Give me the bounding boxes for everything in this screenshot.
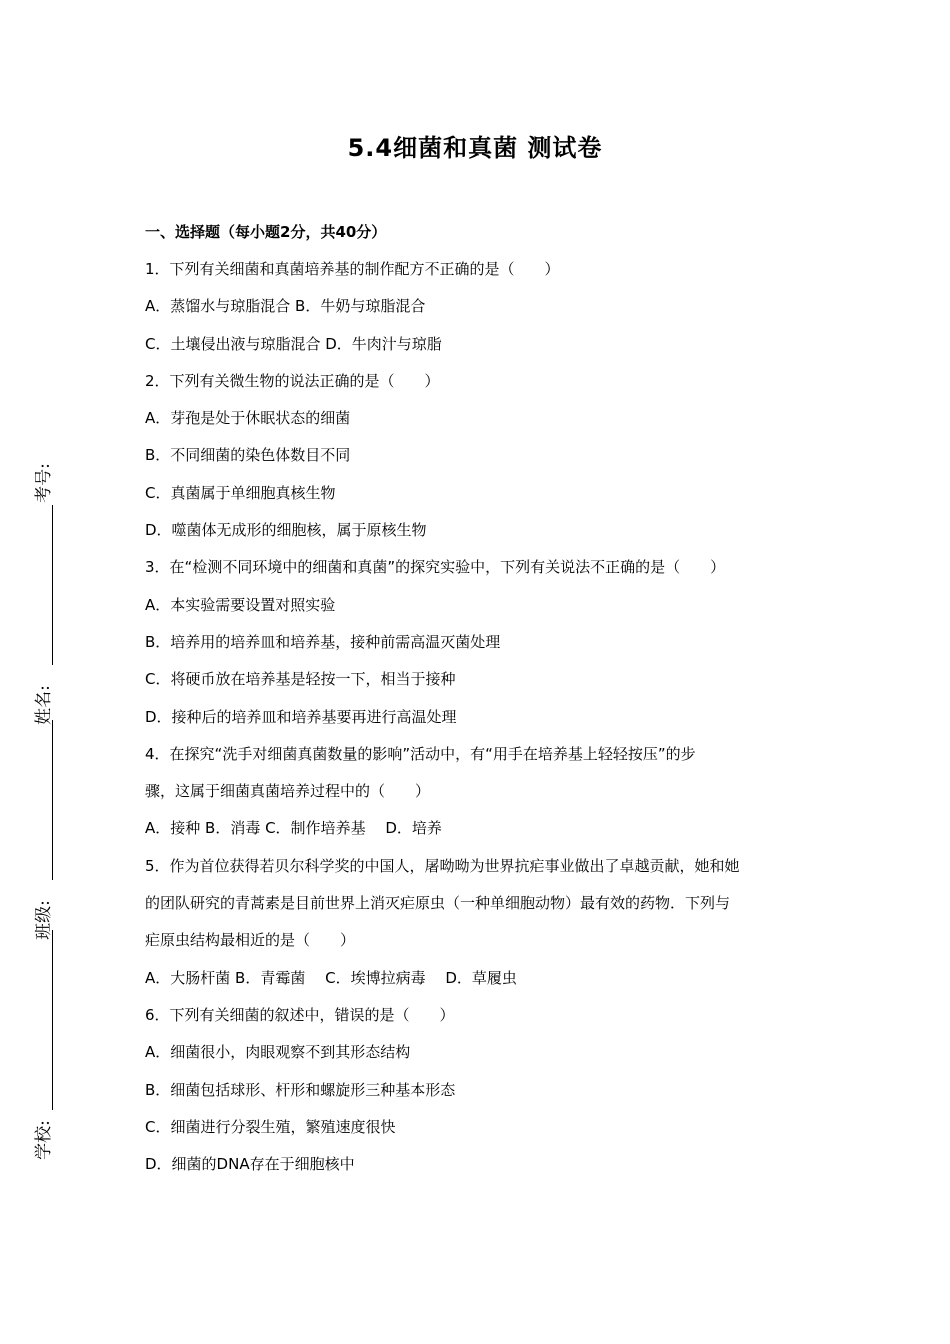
question-option: A．芽孢是处于休眠状态的细菌	[145, 409, 351, 428]
question-stem-continued: 的团队研究的青蒿素是目前世界上消灭疟原虫（一种单细胞动物）最有效的药物．下列与	[145, 894, 731, 913]
question-option: C．真菌属于单细胞真核生物	[145, 483, 336, 502]
main-content	[145, 220, 815, 1189]
question-stem: 4．在探究“洗手对细菌真菌数量的影响”活动中，有“用手在培养基上轻轻按压”的步	[145, 744, 696, 763]
question-option: B．培养用的培养皿和培养基，接种前需高温灭菌处理	[145, 632, 501, 651]
question-stem: 3．在“检测不同环境中的细菌和真菌”的探究实验中，下列有关说法不正确的是（ ）	[145, 558, 726, 577]
question-option: C．细菌进行分裂生殖，繁殖速度很快	[145, 1117, 396, 1136]
sidebar-line-name	[52, 720, 53, 880]
question-option: B．细菌包括球形、杆形和螺旋形三种基本形态	[145, 1080, 456, 1099]
question-5	[145, 854, 815, 1003]
question-stem: 6．下列有关细菌的叙述中，错误的是（ ）	[145, 1005, 455, 1024]
page-title: 5.4细菌和真菌 测试卷	[347, 134, 603, 162]
question-6	[145, 1003, 815, 1189]
question-stem: 2．下列有关微生物的说法正确的是（ ）	[145, 371, 440, 390]
question-3	[145, 555, 815, 741]
question-option: A．接种 B．消毒 C．制作培养基 D．培养	[145, 819, 442, 838]
question-stem: 1．下列有关细菌和真菌培养基的制作配方不正确的是（ ）	[145, 260, 560, 278]
question-option: D．噬菌体无成形的细胞核，属于原核生物	[145, 521, 427, 540]
sidebar-exam-no-label: 考号:	[34, 463, 54, 503]
sidebar-line-exam	[52, 505, 53, 665]
question-stem-continued: 骤，这属于细菌真菌培养过程中的（ ）	[145, 782, 431, 801]
question-stem: 5．作为首位获得若贝尔科学奖的中国人，屠呦呦为世界抗疟事业做出了卓越贡献，她和她	[145, 856, 740, 875]
sidebar-school-label: 学校:	[34, 1120, 54, 1160]
question-option: D．接种后的培养皿和培养基要再进行高温处理	[145, 707, 457, 726]
question-option: A．本实验需要设置对照实验	[145, 595, 336, 614]
section-heading: 一、选择题（每小题2分，共40分）	[145, 223, 387, 241]
question-option: A．大肠杆菌 B．青霉菌 C．埃博拉病毒 D．草履虫	[145, 968, 517, 987]
question-option: B．不同细菌的染色体数目不同	[145, 446, 351, 465]
sidebar-name-label: 姓名:	[34, 685, 54, 725]
question-4	[145, 742, 815, 854]
question-1	[145, 257, 815, 369]
sidebar-line-class	[52, 930, 53, 1110]
question-option: C．土壤侵出液与琼脂混合 D．牛肉汁与琼脂	[145, 334, 442, 353]
question-2	[145, 369, 815, 555]
question-option: A．蒸馏水与琼脂混合 B．牛奶与琼脂混合	[145, 297, 426, 316]
sidebar-class-label: 班级:	[34, 900, 54, 940]
question-option: A．细菌很小，肉眼观察不到其形态结构	[145, 1043, 411, 1062]
question-option: D．细菌的DNA存在于细胞核中	[145, 1155, 355, 1174]
question-stem-continued: 疟原虫结构最相近的是（ ）	[145, 931, 356, 950]
question-option: C．将硬币放在培养基是轻按一下，相当于接种	[145, 670, 456, 689]
